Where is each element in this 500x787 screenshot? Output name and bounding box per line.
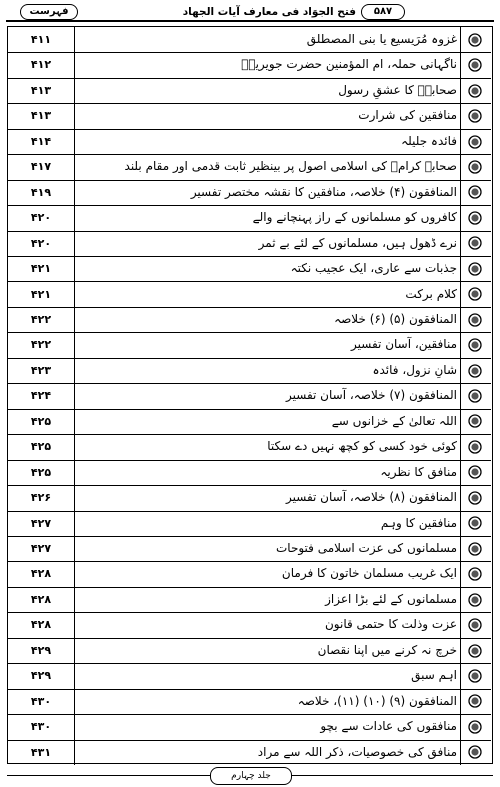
toc-row	[8, 256, 491, 282]
toc-row	[8, 27, 491, 53]
toc-entry-title: کوئی خود کسی کو کچھ نہیں دے سکتا	[267, 439, 457, 454]
bullet-icon	[460, 485, 488, 510]
bullet-icon	[460, 78, 488, 103]
toc-page-number: ۴۳۱	[8, 740, 75, 765]
toc-page-number: ۴۱۴	[8, 129, 75, 154]
toc-page-number: ۴۲۰	[8, 205, 75, 230]
toc-entry-title: منافقوں کی عادات سے بچو	[320, 719, 457, 734]
toc-row	[8, 638, 491, 664]
contents-table	[7, 26, 493, 764]
toc-entry-title: کلام برکت	[405, 286, 457, 301]
toc-entry-title: خرچ نہ کرنے میں اپنا نقصان	[317, 642, 457, 657]
toc-page-number: ۴۲۸	[8, 561, 75, 586]
toc-page-number: ۴۳۰	[8, 689, 75, 714]
bullet-icon	[460, 307, 488, 332]
toc-row	[8, 536, 491, 562]
bullet-icon	[460, 282, 488, 307]
toc-page-number: ۴۲۱	[8, 282, 75, 307]
bullet-icon	[460, 460, 488, 485]
bullet-icon	[460, 714, 488, 739]
bullet-icon	[460, 409, 488, 434]
toc-entry-title: جذبات سے عاری، ایک عجیب نکتہ	[290, 261, 457, 276]
toc-entry-title: المنافقون (۷) خلاصہ، آسان تفسیر	[286, 388, 457, 403]
bullet-icon	[460, 638, 488, 663]
toc-page-number: ۴۲۷	[8, 536, 75, 561]
volume-label: جلد چہارم	[210, 767, 292, 785]
toc-row	[8, 383, 491, 409]
toc-page-number: ۴۲۹	[8, 663, 75, 688]
bullet-icon	[460, 332, 488, 357]
toc-row	[8, 460, 491, 486]
toc-entry-title: صحابہؓ کا عشقِ رسول	[338, 82, 457, 97]
toc-entry-title: المنافقون (۸) خلاصہ، آسان تفسیر	[286, 490, 457, 505]
toc-row	[8, 714, 491, 740]
bullet-icon	[460, 129, 488, 154]
toc-page-number: ۴۲۸	[8, 587, 75, 612]
toc-row	[8, 231, 491, 257]
toc-page-number: ۴۲۰	[8, 231, 75, 256]
toc-page-number: ۴۲۵	[8, 460, 75, 485]
toc-entry-title: ناگہانی حملہ، ام المؤمنین حضرت جویریہؓ	[241, 57, 457, 72]
book-title: فتح الجوَاد فی معارف آیات الجهاد	[182, 6, 356, 18]
bullet-icon	[460, 536, 488, 561]
toc-row	[8, 307, 491, 333]
toc-row	[8, 663, 491, 689]
toc-entry-title: کافروں کو مسلمانوں کے راز پہنچانے والے	[252, 210, 457, 225]
bullet-icon	[460, 231, 488, 256]
toc-page-number: ۴۲۹	[8, 638, 75, 663]
toc-entry-title: شانِ نزول، فائدہ	[372, 362, 457, 377]
toc-page-number: ۴۱۲	[8, 52, 75, 77]
toc-entry-title: ایک غریب مسلمان خاتون کا فرمان	[281, 566, 457, 581]
toc-row	[8, 129, 491, 155]
toc-entry-title: صحابہ کرامؓ کی اسلامی اصول پر بینظیر ثابت قدمی اور مقام بلند	[124, 159, 457, 174]
toc-page-number: ۴۲۵	[8, 434, 75, 459]
toc-page-number: ۴۲۱	[8, 256, 75, 281]
bullet-icon	[460, 205, 488, 230]
toc-entry-title: منافقین، آسان تفسیر	[351, 337, 457, 352]
page-number: ۵۸۷	[361, 4, 405, 20]
toc-entry-title: نرے ڈھول ہیں، مسلمانوں کے لئے بے ثمر	[258, 235, 457, 250]
toc-row	[8, 409, 491, 435]
toc-row	[8, 205, 491, 231]
toc-page-number: ۴۱۱	[8, 27, 75, 52]
bullet-icon	[460, 612, 488, 637]
toc-entry-title: منافق کی خصوصیات، ذکر اللہ سے مراد	[257, 744, 457, 759]
bullet-icon	[460, 383, 488, 408]
toc-entry-title: غزوہ مُرَیسیع یا بنی المصطلق	[306, 32, 457, 46]
page-header	[6, 3, 494, 21]
toc-page-number: ۴۱۳	[8, 103, 75, 128]
toc-entry-title: المنافقون (۹) (۱۰) (۱۱)، خلاصہ	[297, 693, 457, 708]
toc-entry-title: منافقین کا وہم	[380, 515, 457, 530]
toc-row	[8, 587, 491, 613]
bullet-icon	[460, 434, 488, 459]
toc-row	[8, 434, 491, 460]
bullet-icon	[460, 27, 488, 52]
toc-page-number: ۴۲۶	[8, 485, 75, 510]
toc-page-number: ۴۲۷	[8, 511, 75, 536]
toc-row	[8, 740, 491, 765]
toc-row	[8, 612, 491, 638]
toc-page-number: ۴۲۵	[8, 409, 75, 434]
toc-row	[8, 103, 491, 129]
toc-page-number: ۴۲۲	[8, 332, 75, 357]
bullet-icon	[460, 663, 488, 688]
toc-entry-title: المنافقون (۵) (۶) خلاصہ	[334, 311, 457, 326]
toc-entry-title: عزت وذلت کا حتمی قانون	[324, 617, 457, 632]
toc-page-number: ۴۳۰	[8, 714, 75, 739]
bullet-icon	[460, 358, 488, 383]
toc-entry-title: مسلمانوں کی عزت اسلامی فتوحات	[275, 541, 457, 555]
toc-page-number: ۴۱۷	[8, 154, 75, 179]
header-divider	[6, 20, 494, 22]
toc-page-number: ۴۱۳	[8, 78, 75, 103]
bullet-icon	[460, 52, 488, 77]
toc-page-number: ۴۲۸	[8, 612, 75, 637]
toc-row	[8, 561, 491, 587]
bullet-icon	[460, 587, 488, 612]
bullet-icon	[460, 561, 488, 586]
toc-row	[8, 689, 491, 715]
toc-row	[8, 485, 491, 511]
section-label: فہرست	[20, 4, 78, 20]
bullet-icon	[460, 511, 488, 536]
bullet-icon	[460, 154, 488, 179]
toc-entry-title: اللہ تعالیٰ کے خزانوں سے	[331, 413, 457, 428]
toc-row	[8, 154, 491, 180]
toc-entry-title: منافقین کی شرارت	[358, 108, 457, 123]
toc-row	[8, 282, 491, 308]
toc-entry-title: منافق کا نظریہ	[380, 464, 457, 479]
toc-page-number: ۴۲۴	[8, 383, 75, 408]
toc-page-number: ۴۲۳	[8, 358, 75, 383]
toc-entry-title: المنافقون (۴) خلاصہ، منافقین کا نقشہ مختصر تفسیر	[190, 184, 457, 199]
toc-row	[8, 358, 491, 384]
toc-row	[8, 78, 491, 104]
bullet-icon	[460, 103, 488, 128]
toc-row	[8, 52, 491, 78]
toc-entry-title: مسلمانوں کے لئے بڑا اعزاز	[325, 591, 457, 606]
toc-row	[8, 332, 491, 358]
toc-row	[8, 180, 491, 206]
bullet-icon	[460, 180, 488, 205]
bullet-icon	[460, 740, 488, 765]
toc-entry-title: فائدہ جلیلہ	[401, 133, 457, 148]
toc-page-number: ۴۱۹	[8, 180, 75, 205]
toc-page-number: ۴۲۲	[8, 307, 75, 332]
bullet-icon	[460, 689, 488, 714]
bullet-icon	[460, 256, 488, 281]
toc-row	[8, 511, 491, 537]
toc-entry-title: اہم سبق	[411, 668, 457, 683]
